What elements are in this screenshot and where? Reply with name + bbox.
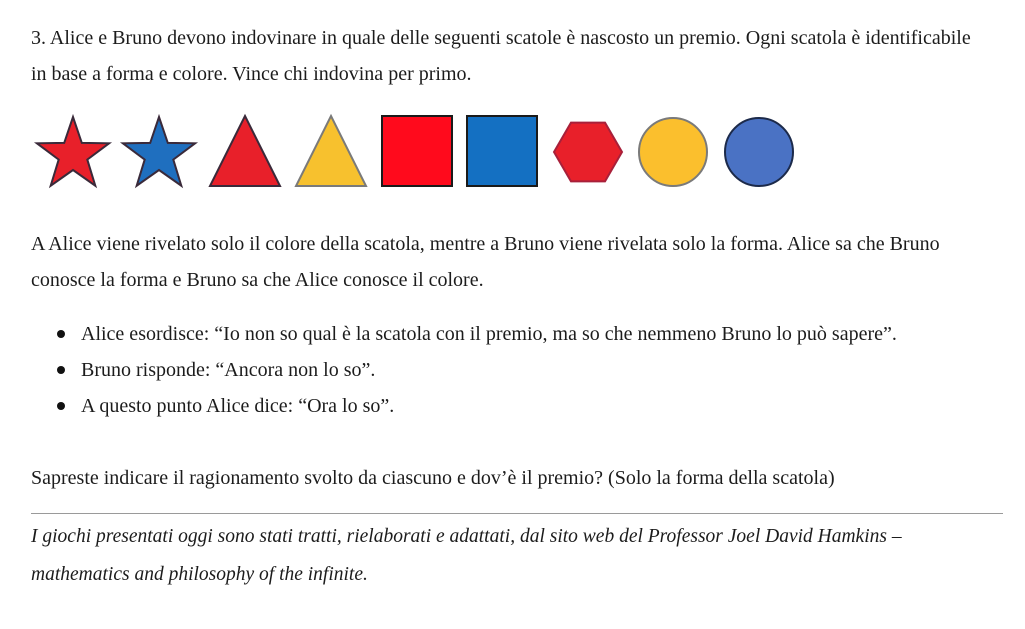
dialogue-item-alice-1: [31, 316, 991, 352]
problem-intro: 3. Alice e Bruno devono indovinare in quale delle seguenti scatole è nascosto un premio. Ogni scatola è identificabile in base a forma e colore. Vince chi indovina per primo.: [31, 27, 971, 85]
question-text: Sapreste indicare il ragionamento svolto da ciascuno e dov’è il premio?: [31, 467, 604, 489]
bullet-dot: [57, 330, 65, 338]
divider: [31, 513, 1003, 514]
question: [31, 460, 991, 496]
dialogue-list: [31, 316, 991, 424]
dialogue-text: A questo punto Alice dice: “Ora lo so”.: [81, 395, 395, 417]
box-9-circle: [725, 118, 793, 186]
box-8-circle: [639, 118, 707, 186]
box-7-hexagon: [554, 123, 622, 182]
problem-rules: A Alice viene rivelato solo il colore della scatola, mentre a Bruno viene rivelata solo la forma. Alice sa che Bruno conosce la forma e Bruno sa che Alice conosce il colore.: [31, 233, 940, 291]
dialogue-item-bruno: [31, 352, 991, 388]
box-4-triangle: [296, 116, 366, 186]
shapes-svg: [30, 110, 830, 198]
credit-note: I giochi presentati oggi sono stati tratti, rielaborati e adattati, dal sito web del Professor Joel David Hamkins – mathematics and philosophy of the infinite.: [31, 526, 902, 585]
box-5-square: [382, 116, 452, 186]
dialogue-text: Bruno risponde: “Ancora non lo so”.: [81, 359, 376, 381]
box-3-triangle: [210, 116, 280, 186]
box-6-square: [467, 116, 537, 186]
box-2-star: [123, 117, 195, 186]
bullet-dot: [57, 402, 65, 410]
box-1-star: [37, 117, 109, 186]
question-note: (Solo la forma della scatola): [608, 467, 835, 489]
dialogue-text: Alice esordisce: “Io non so qual è la scatola con il premio, ma so che nemmeno Bruno lo può sapere”.: [81, 323, 897, 345]
bullet-dot: [57, 366, 65, 374]
dialogue-item-alice-2: [31, 388, 991, 424]
shape-row: [30, 110, 830, 198]
